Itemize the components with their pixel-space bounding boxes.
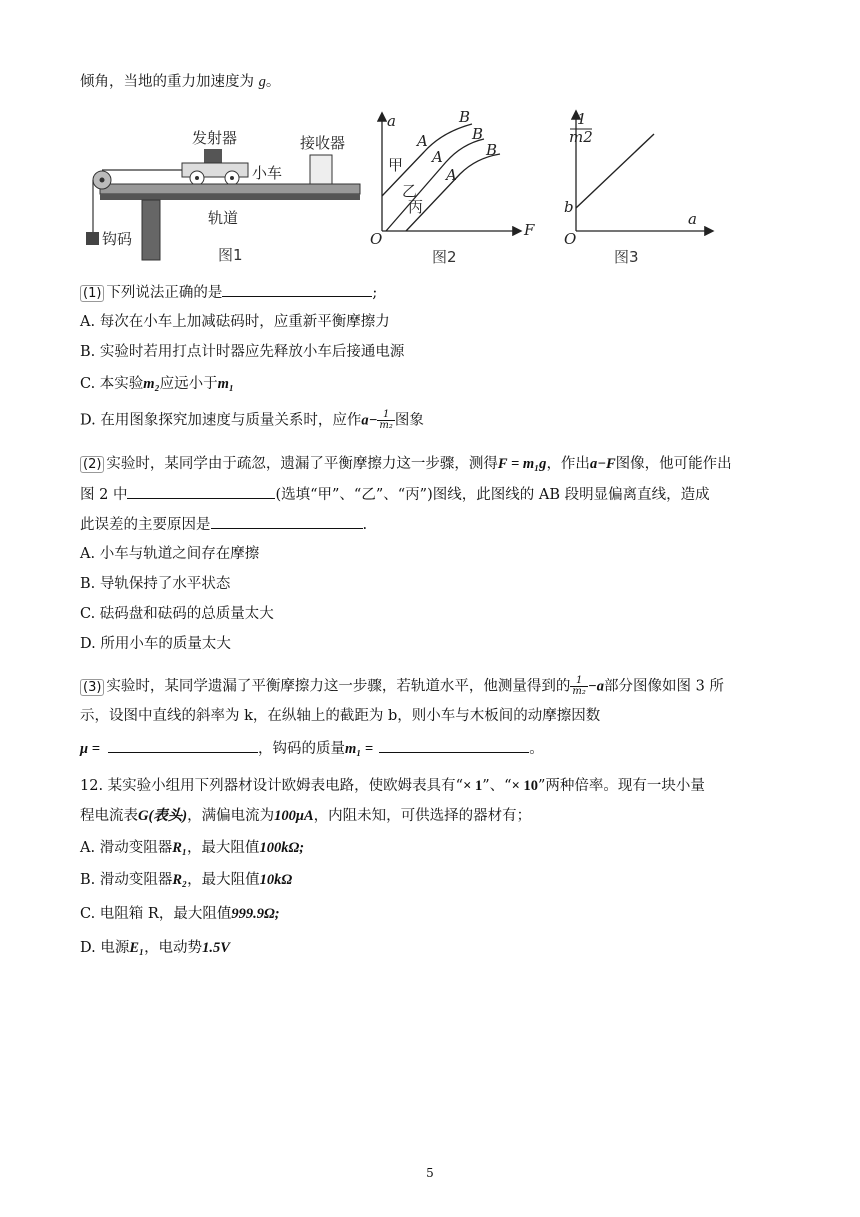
q1-number: (1): [80, 285, 104, 302]
emitter-label: 发射器: [192, 129, 238, 147]
gravity-symbol: g: [258, 74, 266, 90]
q2-line3-end: .: [362, 517, 368, 533]
emf-value: 1.5V: [202, 940, 230, 956]
q12-line-1: [80, 776, 705, 796]
q2-option-d-text: D. 所用小车的质量太大: [80, 636, 231, 652]
point-a: A: [432, 148, 443, 166]
q2-option-a: [80, 544, 259, 564]
q3-line-1: [80, 676, 724, 698]
page-number: 5: [426, 1166, 434, 1180]
q1-option-b-text: B. 实验时若用打点计时器应先释放小车后接通电源: [80, 344, 405, 360]
multiplier-x1: × 1: [463, 778, 483, 794]
q12-option-a: [80, 838, 304, 858]
y-axis-denominator: m2: [569, 128, 593, 146]
figure-2: [362, 104, 552, 270]
q12-line2-pre: 程电流表: [80, 808, 138, 824]
q2-option-b: [80, 574, 230, 594]
figure-3: [554, 104, 720, 270]
q1-option-d-text: D. 在用图象探究加速度与质量关系时，应作: [80, 412, 362, 429]
resistance-box-value: 999.9Ω;: [231, 906, 280, 922]
q1-stem: [80, 282, 377, 304]
intro-text: 倾角，当地的重力加速度为: [80, 74, 254, 90]
hook-weight-label: 钩码: [102, 230, 133, 248]
q2-line3-pre: 此误差的主要原因是: [80, 517, 211, 533]
q2-option-a-text: A. 小车与轨道之间存在摩擦: [80, 546, 260, 562]
q3-line-2: [80, 706, 600, 726]
q2-option-b-text: B. 导轨保持了水平状态: [80, 576, 231, 592]
hook-weight: [86, 232, 99, 245]
q1-option-c-text: C. 本实验: [80, 376, 144, 392]
q12-option-b-text: B. 滑动变阻器: [80, 872, 173, 888]
q12-option-a-text: A. 滑动变阻器: [80, 840, 173, 856]
q2-answer-blank-2[interactable]: [211, 514, 363, 529]
q2-option-c: [80, 604, 274, 624]
q3-answer-blank-mu[interactable]: [108, 738, 258, 753]
q2-line-1: [80, 454, 732, 475]
minus-a: −a: [587, 678, 604, 695]
fraction-1-over-m2: $\frac{1}{\text{m₂}}$: [379, 409, 393, 431]
q12-option-d-mid: ，电动势: [144, 940, 203, 956]
q2-option-d: [80, 634, 231, 654]
q12-line-2: [80, 806, 531, 826]
q12-option-c-text: C. 电阻箱 R，最大阻值: [80, 906, 232, 922]
track: [100, 184, 360, 194]
r1-value: 100kΩ;: [259, 840, 305, 856]
q1-option-a-text: A. 每次在小车上加减砝码时，应重新平衡摩擦力: [80, 314, 390, 330]
q2-line2-pre: 图 2 中: [80, 487, 128, 503]
intro-line: [80, 72, 280, 92]
y-axis-label: a: [387, 112, 396, 130]
q12-line1-end: ”两种倍率。现有一块小量: [537, 778, 705, 794]
q3-text-1-end: 部分图像如图 3 所: [603, 678, 724, 695]
q1-end: ;: [372, 285, 378, 301]
label-bing: 丙: [408, 198, 424, 216]
origin-label: O: [370, 230, 383, 248]
r2-value: 10kΩ: [259, 872, 293, 888]
q2-option-c-text: C. 砝码盘和砝码的总质量太大: [80, 606, 274, 622]
q1-option-a: [80, 312, 390, 332]
m1-symbol: m₁: [217, 376, 234, 392]
full-scale-current: 100μA: [274, 808, 314, 824]
cart-label: 小车: [252, 164, 283, 182]
e1-symbol: E₁: [129, 940, 145, 956]
q2-text-3: 图像，他可能作出: [615, 456, 732, 472]
q2-line-3: [80, 514, 367, 535]
q1-answer-blank[interactable]: [222, 282, 372, 297]
q1-option-c: [80, 374, 234, 394]
q2-answer-blank-1[interactable]: [127, 484, 275, 499]
point-a: A: [417, 132, 428, 150]
q12-option-d: [80, 938, 230, 958]
track-label: 轨道: [208, 209, 239, 227]
q3-line-3: [80, 738, 544, 759]
q12-option-d-text: D. 电源: [80, 940, 130, 956]
m2-symbol: m₂: [143, 376, 160, 392]
mu-symbol: μ =: [80, 741, 100, 757]
q1-option-c-mid: 应远小于: [159, 376, 218, 392]
q3-text-2: 示，设图中直线的斜率为 k，在纵轴上的截距为 b，则小车与木板间的动摩擦因数: [80, 708, 601, 724]
q1-option-b: [80, 342, 404, 362]
q2-equation-af: a−F: [589, 456, 616, 472]
q1-option-d: [80, 410, 424, 431]
point-b: B: [486, 141, 498, 159]
y-axis-numerator: 1: [577, 110, 587, 128]
q2-line2-mid: (选填“甲”、“乙”、“丙”)图线，此图线的 AB 段明显偏离直线，造成: [275, 487, 710, 503]
fraction-1-over-m2: $\frac{1}{\text{m₂}}$: [572, 675, 586, 697]
figure-1-caption: 图1: [218, 246, 243, 264]
q2-number: (2): [80, 456, 104, 473]
point-a: A: [446, 166, 457, 184]
x-axis-label: a: [688, 210, 697, 228]
q3-number: (3): [80, 679, 104, 696]
q3-text-1: 实验时，某同学遗漏了平衡摩擦力这一步骤，若轨道水平，他测量得到的: [106, 678, 571, 695]
point-b: B: [472, 125, 484, 143]
emitter-block: [204, 149, 222, 163]
label-jia: 甲: [388, 156, 404, 174]
q1-option-d-post: 图象: [394, 412, 424, 429]
q1-text: 下列说法正确的是: [106, 285, 223, 301]
q2-equation-f: F = m₁g: [497, 456, 547, 472]
receiver-box: [310, 155, 332, 187]
q12-option-a-mid: ，最大阻值: [186, 840, 260, 856]
r2-symbol: R₂: [172, 872, 188, 888]
a-minus: a−: [361, 412, 378, 429]
figure-3-caption: 图3: [614, 248, 639, 266]
intercept-label: b: [564, 198, 574, 216]
receiver-label: 接收器: [300, 134, 346, 152]
figure-1: [82, 118, 372, 268]
q3-answer-blank-m1[interactable]: [379, 738, 529, 753]
q12-line2-mid: ，满偏电流为: [187, 808, 275, 824]
q3-end: 。: [529, 741, 544, 757]
table-leg: [142, 200, 160, 260]
intro-end: 。: [265, 74, 281, 90]
x-axis-label: F: [524, 221, 535, 239]
q2-text-1: 实验时，某同学由于疏忽，遗漏了平衡摩擦力这一步骤，测得: [106, 456, 498, 472]
q12-line1-pre: 12. 某实验小组用下列器材设计欧姆表电路，使欧姆表具有“: [80, 778, 464, 794]
galvanometer-symbol: G(表头): [138, 808, 188, 824]
r1-symbol: R₁: [172, 840, 187, 856]
m1-equals: m₁ =: [344, 741, 374, 757]
q2-text-2: ，作出: [546, 456, 590, 472]
figure-2-caption: 图2: [432, 248, 457, 266]
q2-line-2: [80, 484, 710, 505]
multiplier-x10: × 10: [511, 778, 538, 794]
q12-line2-end: ，内阻未知，可供选择的器材有；: [313, 808, 532, 824]
q12-line1-mid: ”、“: [482, 778, 512, 794]
label-yi: 乙: [402, 182, 418, 200]
origin-label: O: [564, 230, 577, 248]
q12-option-c: [80, 904, 280, 924]
point-b: B: [459, 108, 471, 126]
q3-mid: ，钩码的质量: [257, 741, 345, 757]
q12-option-b-mid: ，最大阻值: [187, 872, 260, 888]
q12-option-b: [80, 870, 292, 890]
